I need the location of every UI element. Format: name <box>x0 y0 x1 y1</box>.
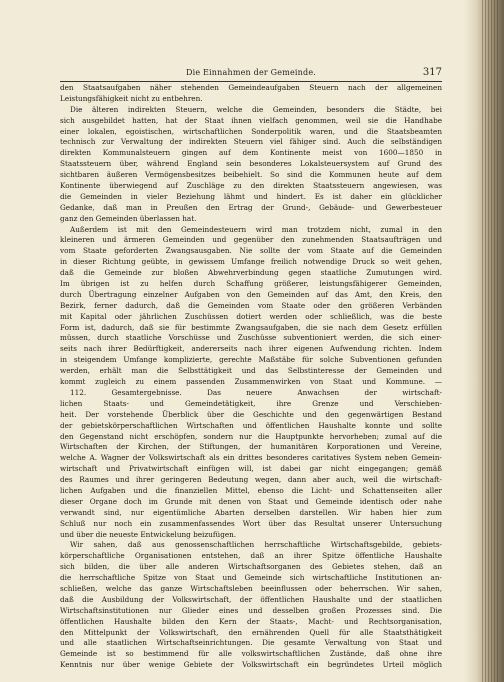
text-line: und alle staatlichen Wirtschaftseinrichtungen. Die gesamte Verwaltung von Staat und <box>60 638 442 648</box>
text-line: und über die neueste Entwickelung beizufügen. <box>60 529 237 539</box>
text-line: Die älteren indirekten Steuern, welche die Gemeinden, besonders die Städte, bei <box>70 104 442 114</box>
text-line: kommt zugleich zu einem passenden Zusammenwirken von Staat und Kommune. — <box>60 377 442 387</box>
text-line: mit Kapital oder jährlichen Zuschüssen dotiert werden oder schließlich, was die beste <box>60 311 442 321</box>
text-line: in dieser Richtung geübte, in gewissem Umfange freilich notwendige Druck so weit gehen, <box>60 257 442 267</box>
text-line: den Gegenstand nicht erschöpfen, sondern nur die Hauptpunkte hervorheben; zumal auf die <box>60 431 442 441</box>
text-line: Gedanke, daß man in Preußen den Ertrag der Grund-, Gebäude- und Gewerbesteuer <box>60 202 442 212</box>
text-line: den Mittelpunkt der Volkswirtschaft, den ernährenden Quell für alle Staatsthätigkeit <box>60 627 442 637</box>
text-line: welche A. Wagner der Volkswirtschaft als ein drittes besonderes caritatives System neben Gemein- <box>60 453 442 463</box>
text-line: Leistungsfähigkeit nicht zu entbehren. <box>60 93 203 103</box>
text-line: Bezirk, ferner dadurch, daß die Gemeinden vom Staate oder den größeren Verbänden <box>60 300 442 310</box>
text-line: sich bilden, die über alle anderen Wirtschaftsorganen des Gebietes stehen, daß an <box>60 562 442 572</box>
body-text <box>60 83 442 671</box>
text-line: Wir sahen, daß aus genossenschaftlichen herrschaftliche Wirtschaftsgebilde, gebiets- <box>70 540 442 550</box>
text-line: körperschaftliche Organisationen entstehen, daß an ihrer Spitze öffentliche Haushalte <box>60 551 442 561</box>
text-line: ganz den Gemeinden überlassen hat. <box>60 213 197 223</box>
text-line: einer lokalen, egoistischen, wirtschaftlichen Sonderpolitik waren, und die Staatsbeamten <box>60 126 442 136</box>
page-edge-stack <box>482 0 500 682</box>
text-line: lichen Aufgaben und die finanziellen Mittel, ebenso die Licht- und Schattenseiten aller <box>60 485 442 495</box>
text-line: daß die Gemeinde zur bloßen Abwehrverbindung gegen staatliche Zumutungen wird. <box>60 268 442 278</box>
text-line: Staatssteuern über, während England sein besonderes Lokalsteuersystem auf Grund des <box>60 159 442 169</box>
text-line: Gemeinde ist so bestimmend für alle volkswirtschaftlichen Zustände, daß ohne ihre <box>60 649 442 659</box>
text-line: der gebietskörperschaftlichen Wirtschaften und öffentlichen Haushalte konnte und sollte <box>60 420 442 430</box>
text-line: die Gemeinden in vieler Beziehung lähmt und hindert. Es ist daher ein glücklicher <box>60 191 442 201</box>
text-line: müssen, durch staatliche Vorschüsse und Zuschüsse subventioniert werden, die sich einer- <box>60 333 442 343</box>
text-line: Wirtschaften der Kirchen, der Stiftungen, der humanitären Korporationen und Vereine, <box>60 442 442 452</box>
text-line: Wirtschaftsinstitutionen nur Glieder eines und desselben großen Prozesses sind. Die <box>60 605 442 615</box>
text-line: kleineren und ärmeren Gemeinden und gegenüber den zunehmenden Staatsaufträgen und <box>60 235 442 245</box>
text-line: schließen, welche das ganze Wirtschaftsleben beeinflussen oder beherrschen. Wir sahen, <box>60 583 442 593</box>
running-head-title: Die Einnahmen der Gemeinde. <box>185 68 317 77</box>
text-line: lichen Staats- und Gemeindetätigkeit, ihre Grenze und Verschieben- <box>60 398 442 408</box>
text-line: 112. Gesamtergebnisse. Das neuere Anwachsen der wirtschaft- <box>70 387 442 397</box>
text-line: werden, erhält man die Selbsttätigkeit und das Selbstinteresse der Gemeinden und <box>60 366 442 376</box>
text-line: seits nach ihrer Bedürftigkeit, andererseits nach ihrer eigenen Aufwendung richten. Indem <box>60 344 442 354</box>
text-line: verwandt sind, nur eigentümliche Abarten derselben darstellen. Wir haben hier zum <box>60 507 442 517</box>
text-line: den Staatsaufgaben näher stehenden Gemeindeaufgaben Steuern nach der allgemeinen <box>60 83 442 92</box>
text-line: dieser Organe doch im Grunde mit denen von Staat und Gemeinde identisch oder nahe <box>60 496 442 506</box>
text-line: technisch zur Verwaltung der indirekten Steuern viel fähiger sind. Auch die selbständigen <box>60 137 442 147</box>
text-line: heit. Der vorstehende Überblick über die Geschichte und den gegenwärtigen Bestand <box>60 409 442 419</box>
text-line: direkten Kommunalsteuern gingen auf dem Kontinente meist von 1600—1850 in <box>60 148 442 158</box>
header-rule <box>60 81 442 82</box>
text-line: des Raumes und ihrer geringeren Bedeutung wegen, dann aber auch, weil die wirtschaft- <box>60 475 442 485</box>
text-line: sichtbaren äußeren Vermögensbesitzes beibehielt. So sind die Kommunen heute auf dem <box>60 170 442 180</box>
text-line: die herrschaftliche Spitze von Staat und Gemeinde sich wirtschaftliche Institutionen an- <box>60 573 442 583</box>
text-line: Außerdem ist mit den Gemeindesteuern wird man trotzdem nicht, zumal in den <box>70 224 442 234</box>
page-number: 317 <box>422 67 442 78</box>
text-line: daß die Ausbildung der Volkswirtschaft, der öffentlichen Haushalte und der staatlichen <box>60 594 442 604</box>
text-line: Schluß nur noch ein zusammenfassendes Wort über das Resultat unserer Untersuchung <box>60 518 442 528</box>
text-line: durch Übertragung einzelner Aufgaben von den Gemeinden auf das Amt, den Kreis, den <box>60 289 442 299</box>
text-line: vom Staate geforderten Zwangsausgaben. Nie sollte der vom Staate auf die Gemeinden <box>60 246 442 256</box>
text-line: Form ist, dadurch, daß sie für bestimmte Zwangsaufgaben, die sie nach dem Gesetz erfüllen <box>60 322 442 332</box>
text-line: Im übrigen ist zu helfen durch Schaffung größerer, leistungsfähigerer Gemeinden, <box>60 279 442 289</box>
text-line: Kenntnis nur über wenige Gebiete der Volkswirtschaft ein begründetes Urteil möglich <box>60 660 442 670</box>
text-line: sich ausgebildet hatten, hat der Staat ihnen vielfach genommen, weil sie die Handhabe <box>60 115 442 125</box>
text-line: öffentlichen Haushalte bilden den Kern der Staats-, Macht- und Rechtsorganisation, <box>60 616 442 626</box>
text-line: Kontinente überwiegend auf Zuschläge zu den direkten Staatssteuern angewiesen, was <box>60 181 442 191</box>
text-line: in steigendem Umfange komplizierte, gerechte Maßstäbe für solche Subventionen gefunden <box>60 355 442 365</box>
text-line: wirtschaft und Privatwirtschaft einfügen will, ist dabei gar nicht eingegangen; gemäß <box>60 464 442 474</box>
